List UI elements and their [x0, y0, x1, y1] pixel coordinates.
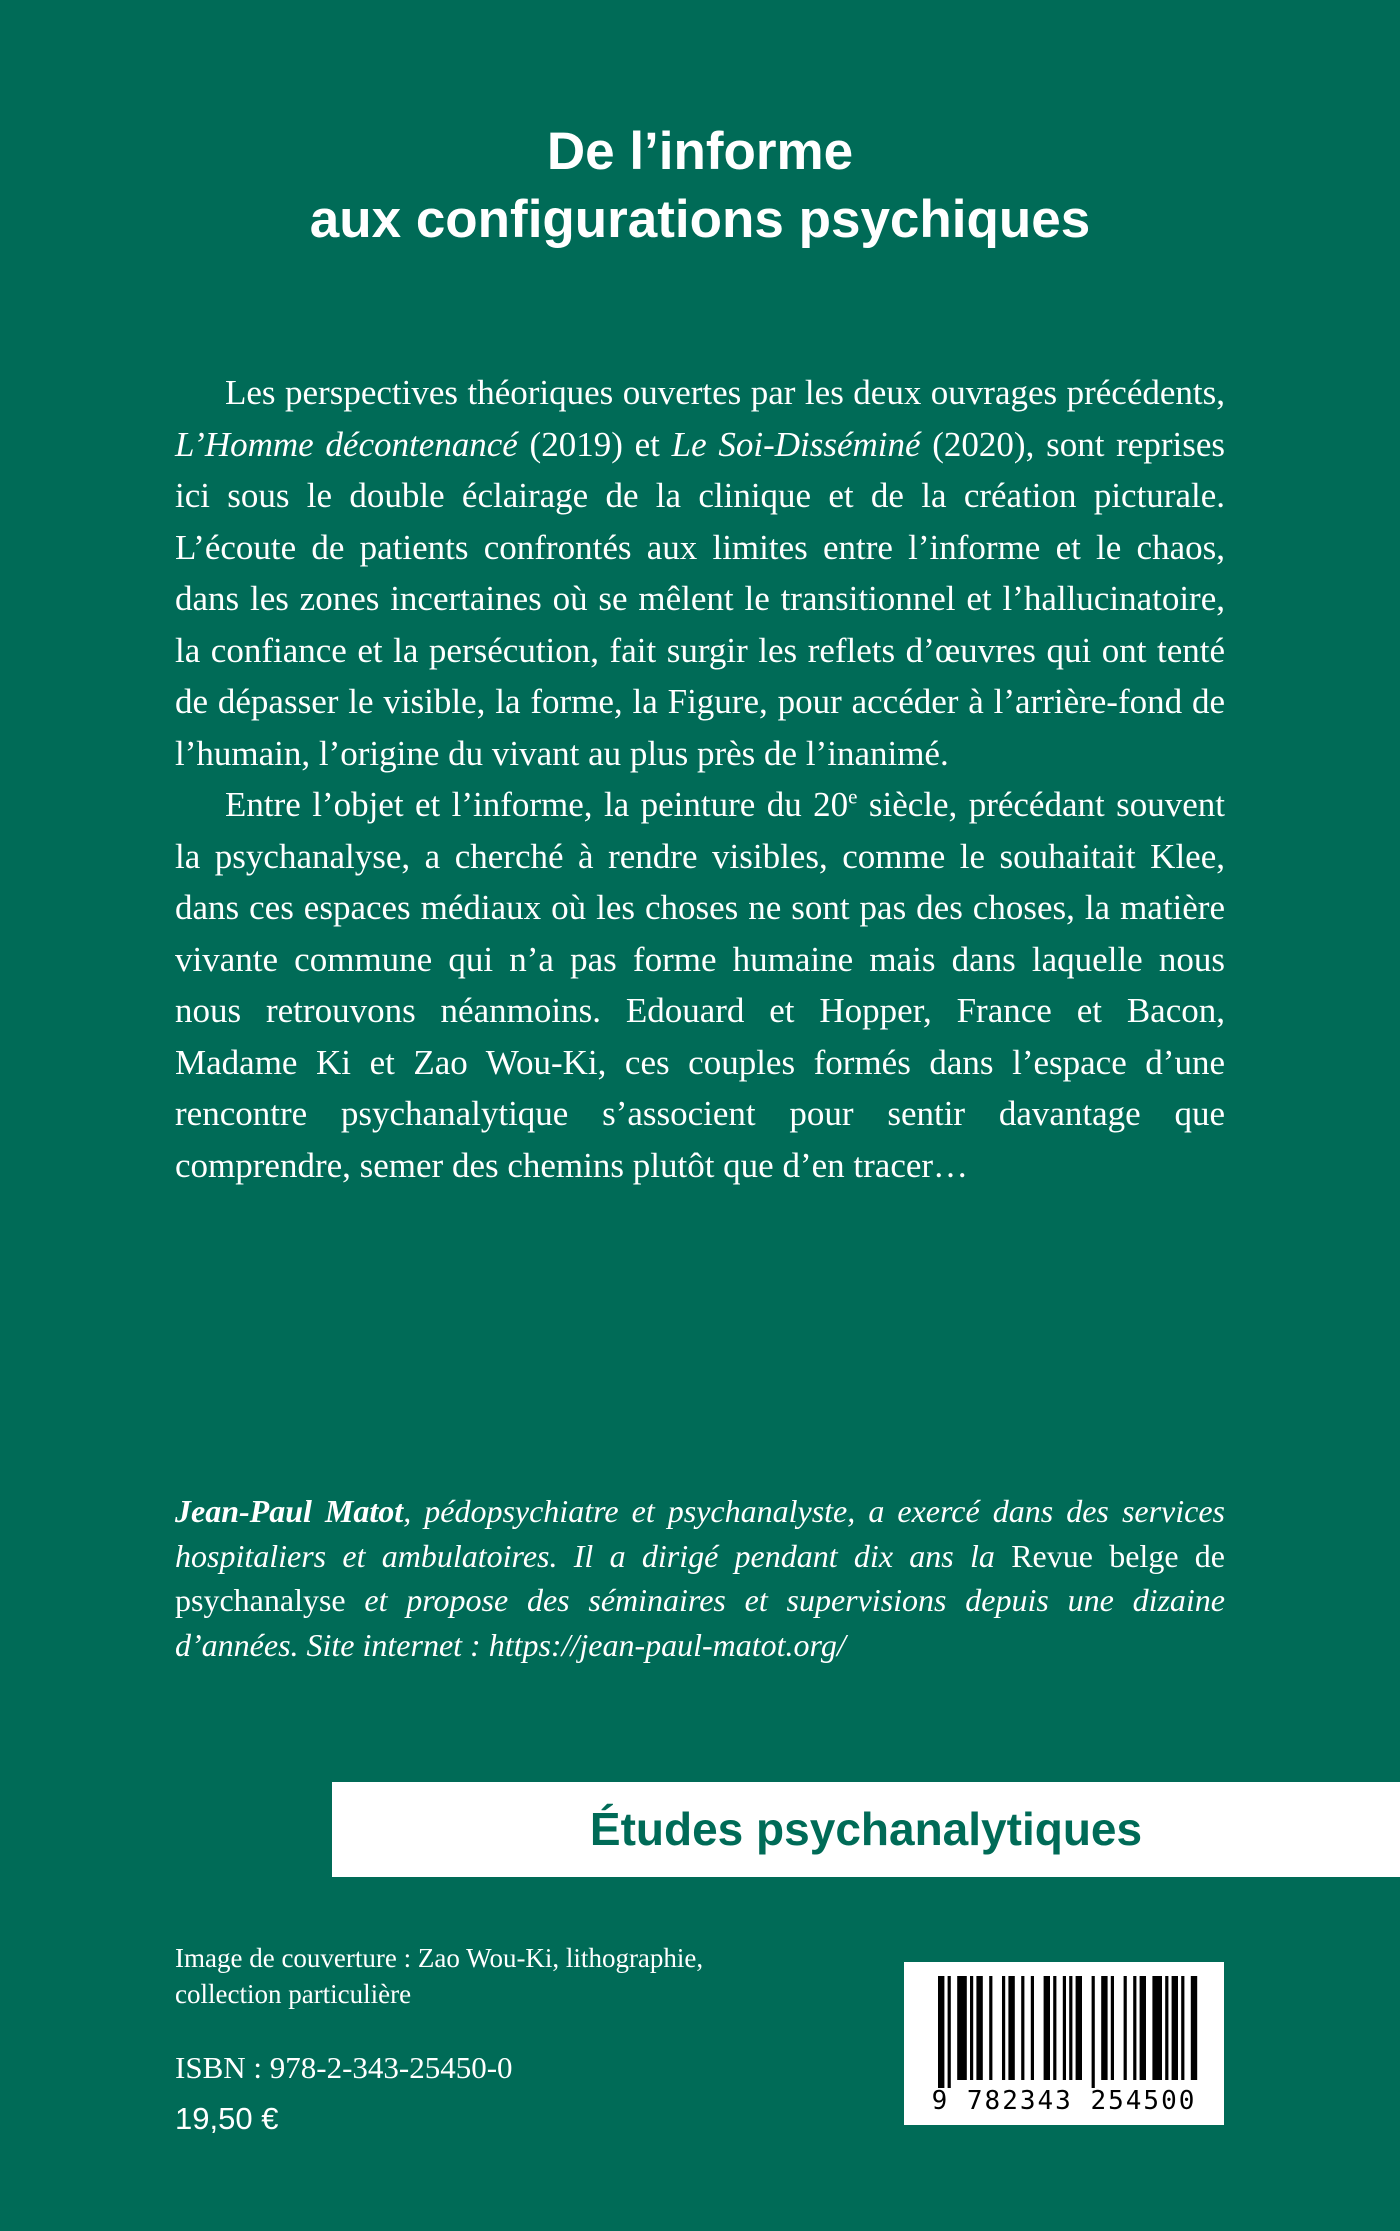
- barcode-bar: [957, 1976, 967, 2080]
- barcode-bar: [938, 1976, 944, 2088]
- book-title: [0, 118, 1400, 254]
- barcode-bar: [1069, 1976, 1072, 2080]
- series-band: [332, 1782, 1400, 1877]
- barcode-bar: [1076, 1976, 1082, 2080]
- barcode-bar: [1031, 1976, 1034, 2080]
- barcode: [904, 1962, 1224, 2125]
- title-line-2: aux configurations psychiques: [309, 190, 1091, 249]
- author-bio-part-1: , pédopsychiatre et psychanalyste, a exercé dans des services hospitaliers et ambulatoires. Il a dirigé pendant dix ans la: [175, 1493, 1226, 1574]
- barcode-bar: [1172, 1976, 1178, 2080]
- summary-p1-rest: (2020), sont reprises ici sous le double éclairage de la clinique et de la création picturale. L’écoute de patients confrontés aux limites entre l’informe et le chaos, dans les zones incertaines où se mêlent le transitionnel et l’hallucinatoire, la confiance et la persécution, fait surgir les reflets d’œuvres qui ont tenté de dépasser le visible, la forme, la Figure, pour accéder à l’arrière-fond de l’humain, l’origine du vivant au plus près de l’inanimé.: [175, 424, 1225, 773]
- credit-line-2: collection particulière: [175, 1979, 412, 2009]
- summary-p1-intro: Les perspectives théoriques ouvertes par les deux ouvrages précédents,: [225, 373, 1225, 412]
- book-title-2: Le Soi-Disséminé: [671, 424, 921, 464]
- barcode-bar: [970, 1976, 973, 2080]
- barcode-bar: [1111, 1976, 1114, 2080]
- summary-paragraph-2: [175, 779, 1225, 1191]
- barcode-bar: [1092, 1976, 1095, 2088]
- series-label: Études psychanalytiques: [589, 1803, 1143, 1855]
- barcode-bar: [1165, 1976, 1168, 2080]
- back-cover-summary: [175, 367, 1225, 1191]
- barcode-bar: [1101, 1976, 1107, 2080]
- barcode-bar: [1063, 1976, 1066, 2080]
- barcode-bar: [948, 1976, 951, 2088]
- credit-line-1: Image de couverture : Zao Wou-Ki, lithographie,: [175, 1943, 704, 1973]
- isbn: ISBN : 978-2-343-25450-0: [175, 2050, 513, 2085]
- author-bio-part-2: et propose des séminaires et supervisions depuis une dizaine d’années. Site internet : https://jean-paul-matot.org/: [175, 1582, 1225, 1663]
- barcode-bar: [1191, 1976, 1197, 2080]
- barcode-bar: [1152, 1976, 1162, 2080]
- title-line-1: De l’informe: [546, 122, 854, 181]
- cover-image-credit: [175, 1940, 703, 2012]
- price: 19,50 €: [175, 2101, 279, 2136]
- barcode-bar: [1133, 1976, 1136, 2080]
- book-title-1: L’Homme décontenancé: [175, 424, 518, 464]
- barcode-bar: [1124, 1976, 1127, 2080]
- barcode-bar: [1008, 1976, 1014, 2080]
- summary-paragraph-1: [175, 367, 1225, 779]
- barcode-bar: [976, 1976, 982, 2080]
- barcode-digits: 9 782343 254500: [931, 2086, 1197, 2116]
- journal-name: Revue belge de psychanalyse: [175, 1537, 1226, 1618]
- summary-p1-mid: (2019) et: [517, 424, 672, 464]
- barcode-bar: [1044, 1976, 1050, 2080]
- barcode-bar: [1002, 1976, 1005, 2080]
- author-bio: [175, 1489, 1225, 1667]
- barcode-bar: [1140, 1976, 1146, 2080]
- summary-p2-start: Entre l’objet et l’informe, la peinture du 20: [225, 785, 849, 824]
- barcode-bar: [1021, 1976, 1024, 2080]
- barcode-bar: [989, 1976, 992, 2080]
- author-name: Jean-Paul Matot: [175, 1493, 404, 1529]
- barcode-bar: [1053, 1976, 1056, 2080]
- barcode-bar: [1181, 1976, 1184, 2080]
- century-superscript: e: [848, 784, 858, 809]
- summary-p2-rest: siècle, précédant souvent la psychanalyse, a cherché à rendre visibles, comme le souhaitait Klee, dans ces espaces médiaux où les choses ne sont pas des choses, la matière vivante commune qui n’a pas forme humaine mais dans laquelle nous nous retrouvons néanmoins. Edouard et Hopper, France et Bacon, Madame Ki et Zao Wou-Ki, ces couples formés dans l’espace d’une rencontre psychanalytique s’associent pour sentir davantage que comprendre, semer des chemins plutôt que d’en tracer…: [175, 785, 1225, 1185]
